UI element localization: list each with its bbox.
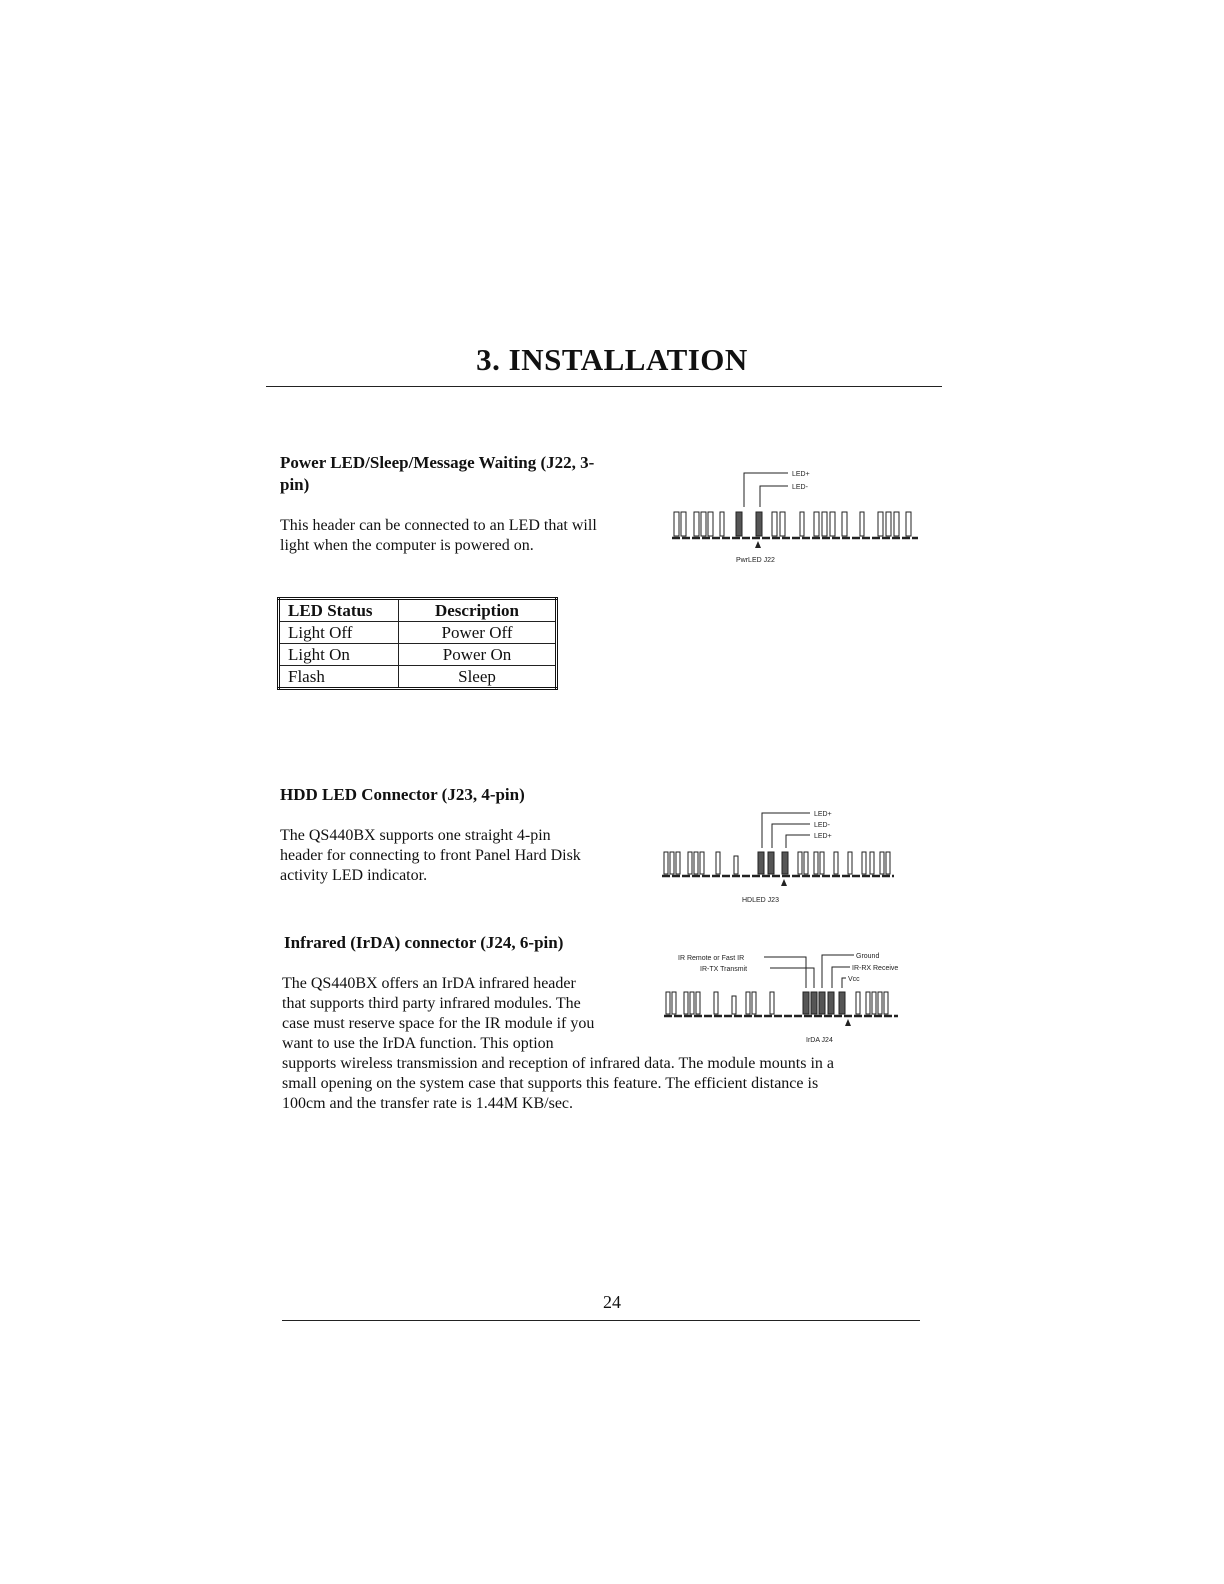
- j23-label-bottom: HDLED J23: [742, 897, 779, 904]
- j24-label-left-1: IR Remote or Fast IR: [678, 955, 745, 962]
- power-led-body-line2: light when the computer is powered on.: [280, 537, 534, 554]
- power-led-heading: [280, 452, 594, 496]
- j23-leader-2: [772, 824, 810, 848]
- table-header-cell: Description: [399, 599, 557, 622]
- table-header-cell: LED Status: [279, 599, 399, 622]
- hdd-led-description: [280, 826, 581, 886]
- j23-leader-3: [786, 835, 810, 848]
- page-number: 24: [603, 1292, 621, 1312]
- led-status-table: [277, 597, 558, 690]
- table-cell: Power Off: [399, 622, 557, 644]
- hdd-led-body-line2: header for connecting to front Panel Hard Disk: [280, 847, 581, 864]
- j24-leader-right-3: [842, 978, 846, 988]
- j23-pin1-marker: [781, 879, 787, 886]
- table-row: [279, 622, 557, 644]
- table-cell: Power On: [399, 644, 557, 666]
- infrared-body-line1: The QS440BX offers an IrDA infrared header: [282, 975, 576, 992]
- j22-header-diagram: [670, 462, 930, 572]
- j24-leader-left-2: [770, 968, 814, 988]
- infrared-body-line2: that supports third party infrared modules. The: [282, 995, 581, 1012]
- j23-label-2: LED-: [814, 822, 830, 829]
- j24-label-right-3: Vcc: [848, 976, 860, 983]
- j24-label-bottom: IrDA J24: [806, 1037, 833, 1044]
- table-cell: Flash: [279, 666, 399, 689]
- j22-leader-1: [744, 473, 788, 507]
- page-title: 3. INSTALLATION: [476, 342, 748, 377]
- j22-label-led-plus: LED+: [792, 471, 810, 478]
- table-row: [279, 644, 557, 666]
- j23-label-3: LED+: [814, 833, 832, 840]
- power-led-description: [280, 516, 597, 556]
- j24-label-left-2: IR-TX Transmit: [700, 966, 748, 973]
- power-led-heading-line2: pin): [280, 475, 310, 494]
- j22-label-bottom: PwrLED J22: [736, 557, 775, 564]
- table-cell: Light On: [279, 644, 399, 666]
- bottom-divider: [282, 1320, 920, 1321]
- power-led-body-line1: This header can be connected to an LED that will: [280, 517, 597, 534]
- j24-pin-row: [664, 992, 898, 1016]
- j24-header-diagram: [660, 946, 922, 1050]
- j23-pin-row: [662, 852, 894, 876]
- j23-header-diagram: [658, 806, 918, 912]
- j24-label-right-1: Ground: [856, 953, 880, 960]
- top-divider: [266, 386, 942, 387]
- j24-pin1-marker: [845, 1019, 851, 1026]
- j22-pin-row: [672, 512, 918, 538]
- infrared-heading: Infrared (IrDA) connector (J24, 6-pin): [284, 933, 564, 952]
- hdd-led-body-line1: The QS440BX supports one straight 4-pin: [280, 827, 551, 844]
- j24-leader-right-1: [822, 955, 854, 988]
- j24-label-right-2: IR-RX Receive: [852, 965, 899, 972]
- infrared-body-line7: 100cm and the transfer rate is 1.44M KB/sec.: [282, 1095, 574, 1112]
- table-cell: Light Off: [279, 622, 399, 644]
- infrared-body-line6: small opening on the system case that supports this feature. The efficient distance is: [282, 1075, 819, 1092]
- hdd-led-body-line3: activity LED indicator.: [280, 867, 428, 884]
- table-cell: Sleep: [399, 666, 557, 689]
- j22-pin1-marker: [755, 541, 761, 548]
- led-status-table-wrap: [277, 597, 558, 690]
- infrared-body-line4: want to use the IrDA function. This option: [282, 1035, 554, 1052]
- infrared-body-line5: supports wireless transmission and reception of infrared data. The module mounts in a: [282, 1055, 835, 1072]
- j24-leader-left-1: [764, 957, 806, 988]
- infrared-body-line3: case must reserve space for the IR module if you: [282, 1015, 595, 1032]
- hdd-led-heading: HDD LED Connector (J23, 4-pin): [280, 785, 525, 804]
- power-led-heading-line1: Power LED/Sleep/Message Waiting (J22, 3-: [280, 453, 595, 472]
- j22-leader-2: [760, 486, 788, 507]
- j22-label-led-minus: LED-: [792, 484, 808, 491]
- j23-label-1: LED+: [814, 811, 832, 818]
- table-row: [279, 666, 557, 689]
- table-header-row: [279, 599, 557, 622]
